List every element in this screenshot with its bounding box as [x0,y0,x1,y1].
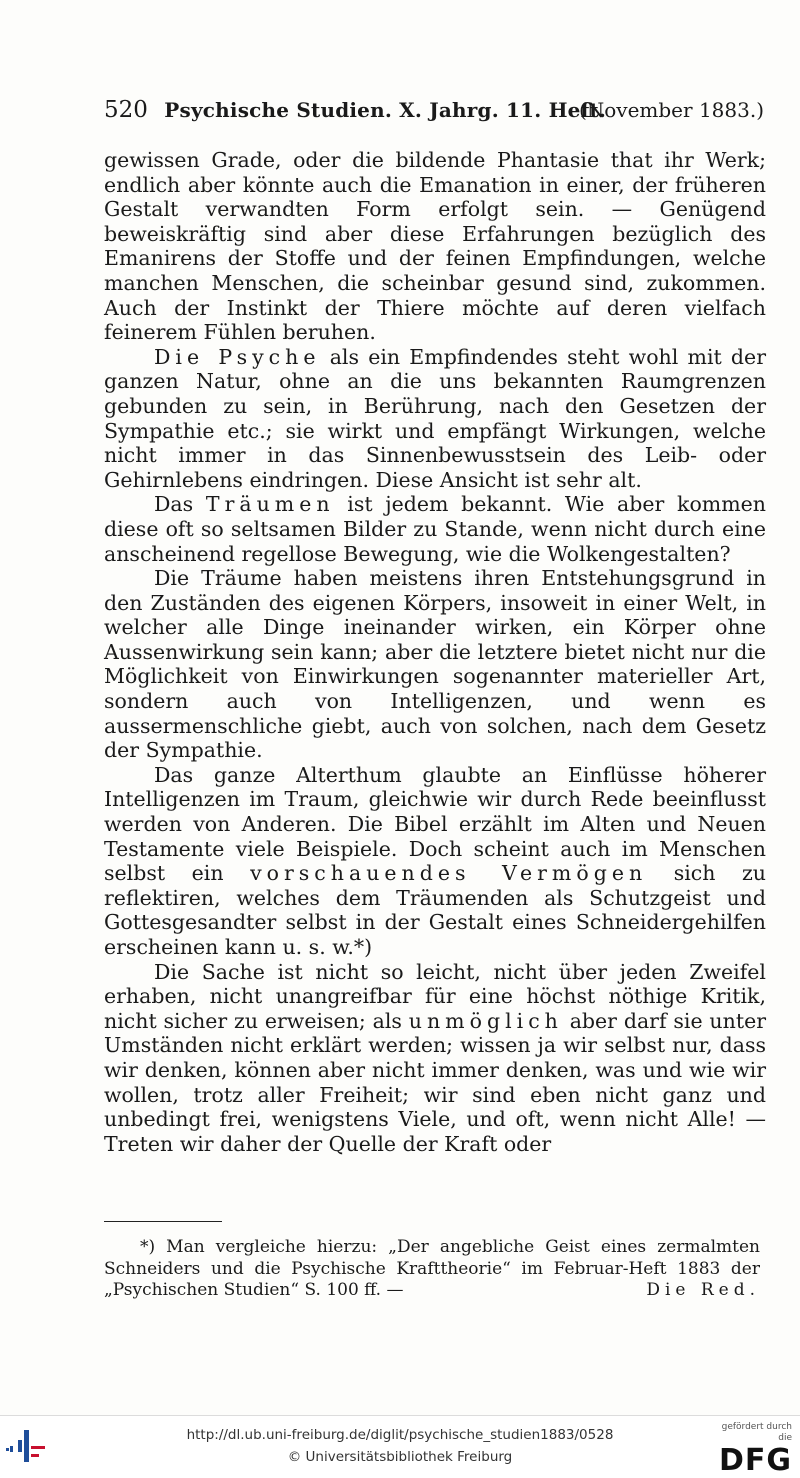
page-number: 520 [104,97,148,123]
paragraph-2: Die Psyche als ein Empfindendes steht wohl mit der ganzen Natur, ohne an die uns bekannten Raumgrenzen gebunden zu sein, in Berührung, nach den Gesetzen der Sympathie etc.; sie wirkt und empfängt Wirkungen, welche nicht immer in das Sinnenbewusstsein des Leib- oder Gehirnlebens eindringen. Diese Ansicht ist sehr alt. [104,344,766,492]
running-header [104,96,764,124]
spaced-term: vorschauendes Vermögen [250,861,648,886]
body-text [104,148,766,1156]
paragraph-5: Das ganze Alterthum glaubte an Einflüsse höherer Intelligenzen im Traum, gleichwie wir durch Rede beeinflusst werden von Anderen. Die Bibel erzählt im Alten und Neuen Testamente viele Beispiele. Doch scheint auch im Menschen selbst ein vorschauendes Vermögen sich zu reflektiren, welches dem Träumenden als Schutzgeist und Gottesgesandter selbst in der Gestalt eines Schneidergehilfen erscheinen kann u. s. w.*) [104,762,766,959]
paragraph-6: Die Sache ist nicht so leicht, nicht über jeden Zweifel erhaben, nicht unangreifbar für eine höchst nöthige Kritik, nicht sicher zu erweisen; als unmöglich aber darf sie unter Umständen nicht erklärt werden; wissen ja wir selbst nur, dass wir denken, können aber nicht immer denken, was und wie wir wollen, trotz aller Freiheit; wir sind eben nicht ganz und unbedingt frei, wenigstens Viele, und oft, wenn nicht Alle! — Treten wir daher der Quelle der Kraft oder [104,959,766,1156]
dfg-caption: gefördert durch die [721,1422,792,1443]
paragraph-4: Die Träume haben meistens ihren Entstehungsgrund in den Zuständen des eigenen Körpers, insoweit in einer Welt, in welcher alle Dinge ineinander wirken, ein Körper ohne Aussenwirkung sein kann; aber die letztere bietet nicht nur die Möglichkeit von Einwirkungen sogenannter materieller Art, sondern auch von Intelligenzen, und wenn es aussermenschliche giebt, auch von solchen, nach dem Gesetz der Sympathie. [104,566,766,763]
footer-bar [0,1415,800,1478]
journal-title: Psychische Studien. X. Jahrg. 11. Heft. [164,98,607,122]
paragraph-3: Das Träumen ist jedem bekannt. Wie aber kommen diese oft so seltsamen Bilder zu Stande, wenn nicht durch eine anscheinend regellose Bewegung, wie die Wolkengestalten? [104,492,766,566]
copyright-notice: © Universitätsbibliothek Freiburg [287,1449,513,1465]
issue-date: (November 1883.) [578,98,764,122]
footnote-rule [104,1221,222,1222]
paragraph-1: gewissen Grade, oder die bildende Phantasie that ihr Werk; endlich aber könnte auch die Emanation in einer, der früheren Gestalt verwandten Form erfolgt sein. — Genügend beweiskräftig sind aber diese Erfahrungen bezüglich des Emanirens der Stoffe und der feinen Empfindungen, welche manchen Menschen, die scheinbar gesund sind, zukommen. Auch der Instinkt der Thiere möchte auf deren vielfach feinerem Fühlen beruhen. [104,148,766,345]
footnote [104,1237,760,1302]
spaced-term: Träumen [205,492,335,517]
dfg-mark: DFG [718,1443,792,1478]
footnote-signature: Die Red. [646,1280,760,1300]
spaced-term: unmöglich [408,1008,563,1033]
footnote-text: *) Man vergleiche hierzu: „Der angebliche Geist eines zermalmten Schneiders und die Psychische Krafttheorie“ im Februar-Heft 1883 der „Psychischen Studien“ S. 100 ff. — [104,1237,760,1300]
spaced-term: Die Psyche [154,344,321,369]
dfg-logo-icon [708,1422,792,1478]
source-url[interactable]: http://dl.ub.uni-freiburg.de/diglit/psychische_studien1883/0528 [186,1427,614,1443]
